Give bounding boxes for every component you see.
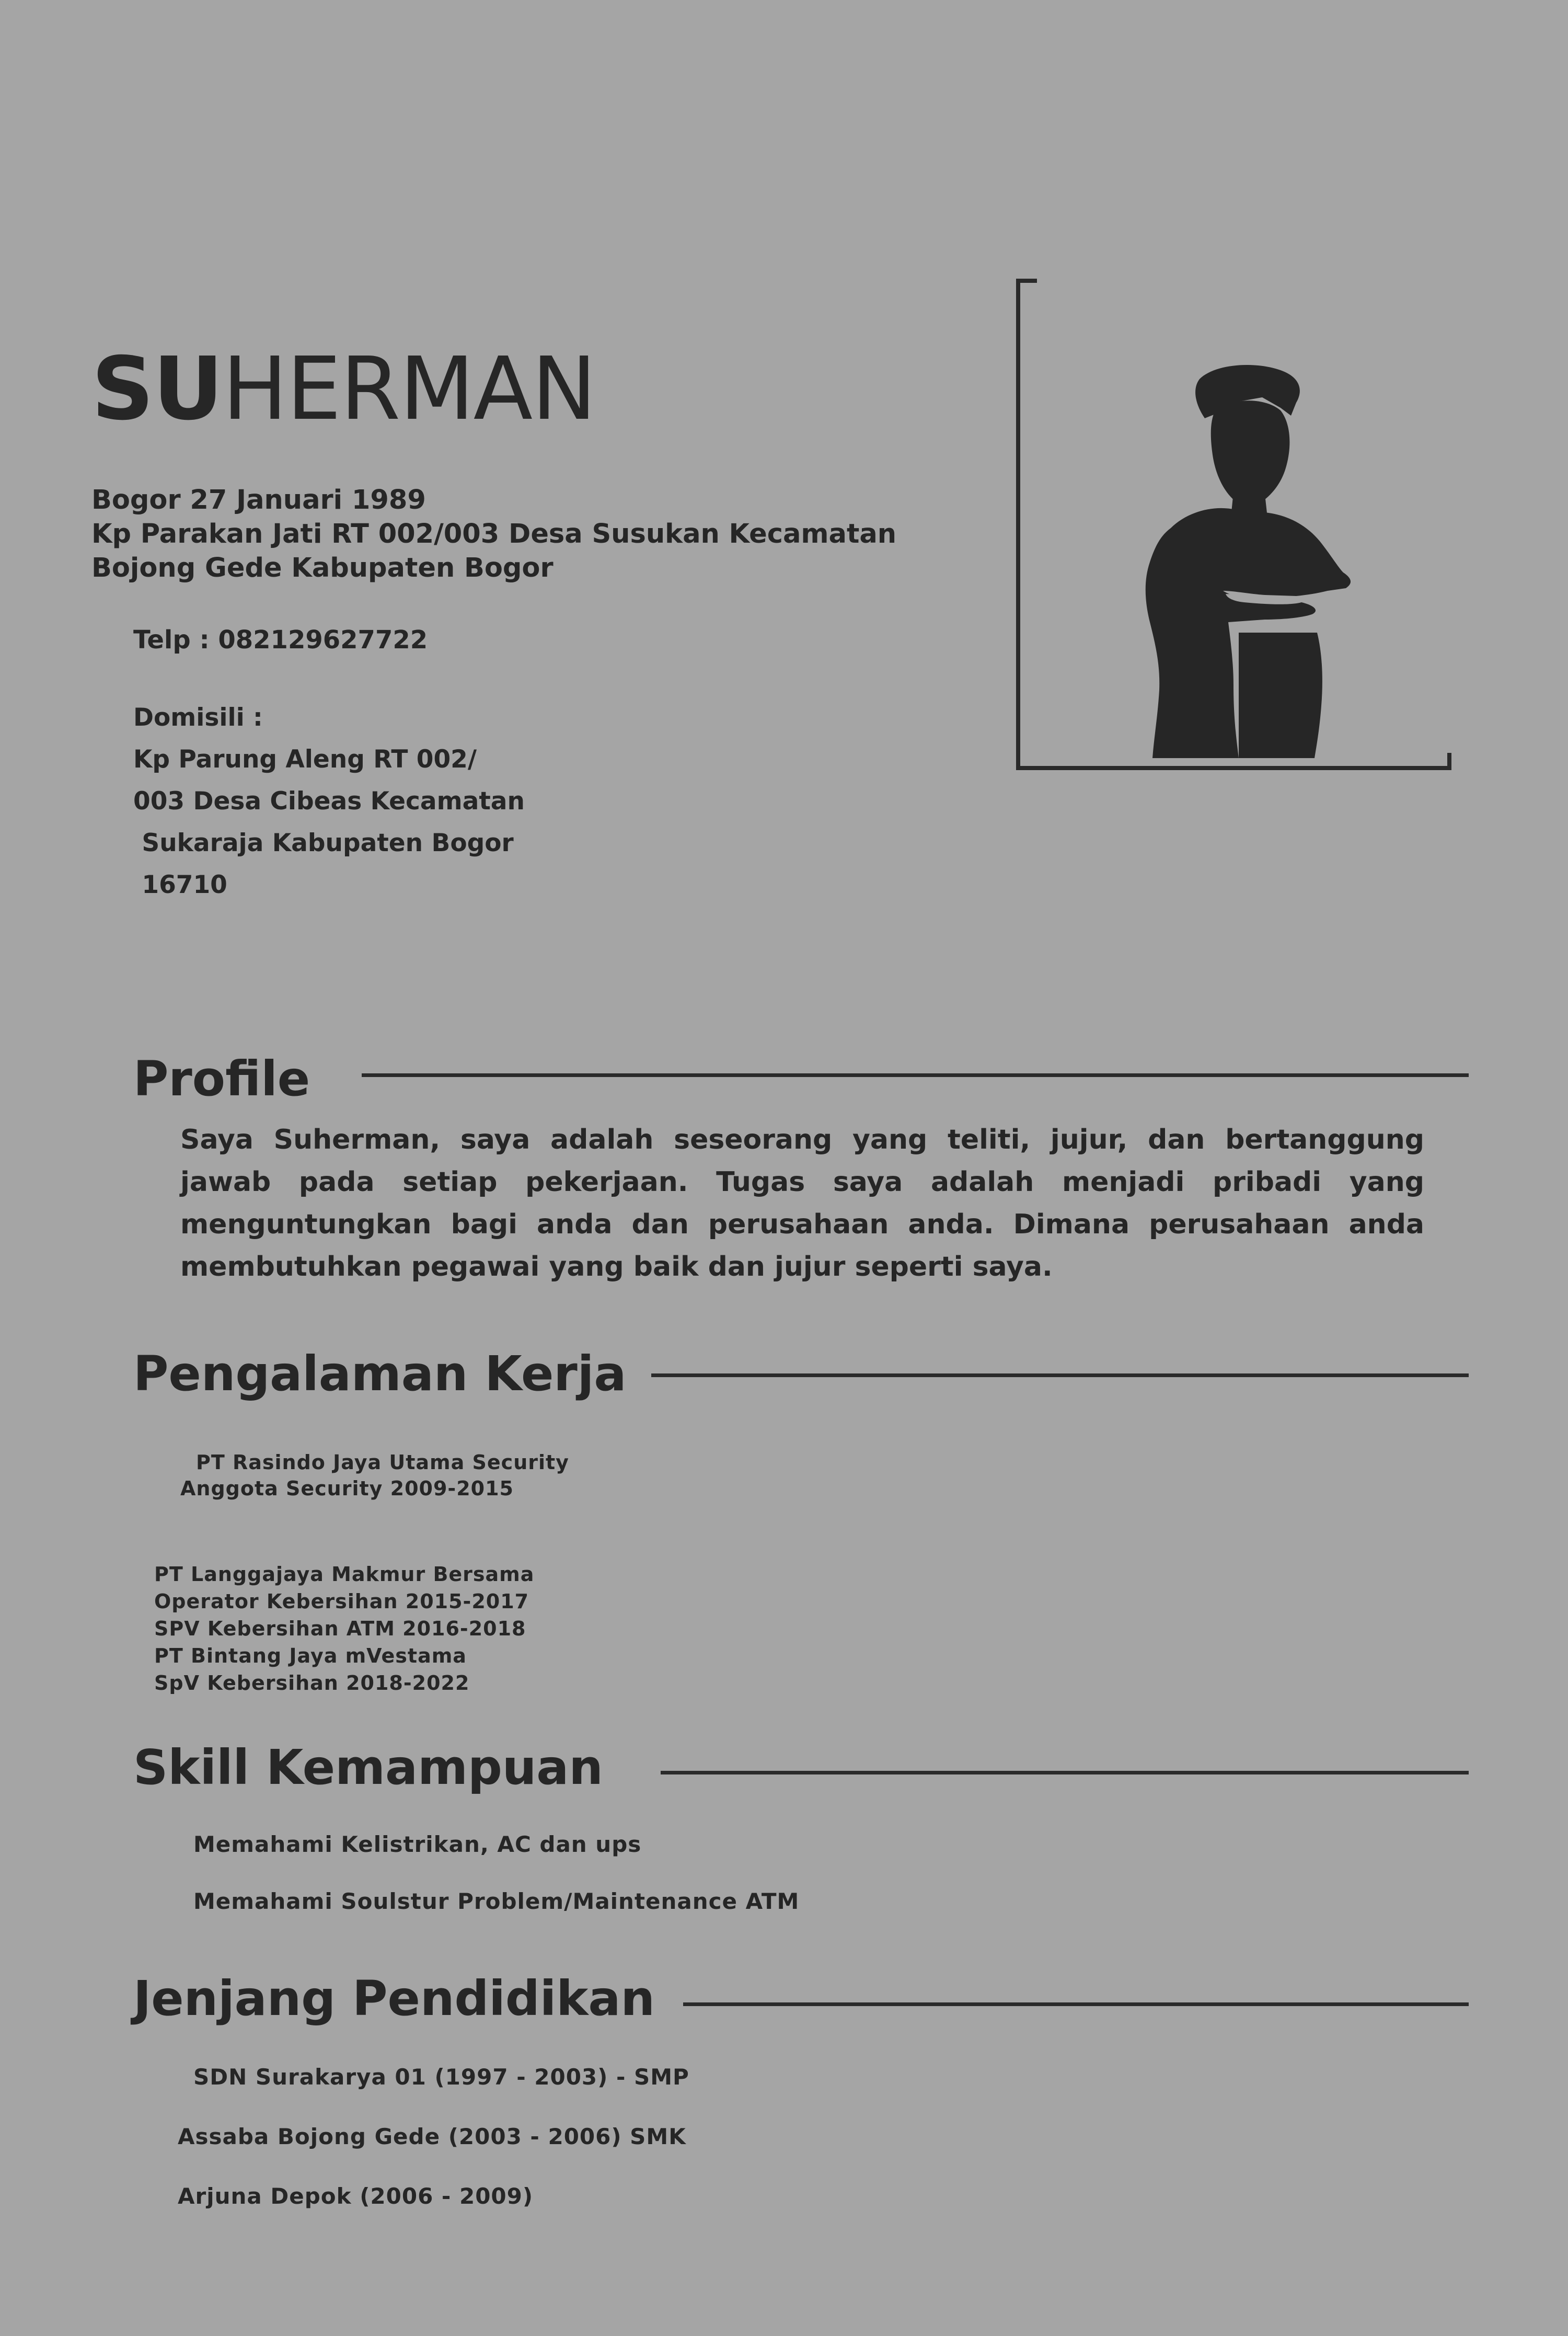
experience-entry: PT Langgajaya Makmur Bersama (154, 1563, 535, 1586)
domicile-block (133, 697, 525, 906)
domicile-line: Kp Parung Aleng RT 002/ (133, 745, 477, 774)
birth-info: Bogor 27 Januari 1989 (91, 485, 426, 516)
skill-item: Memahami Soulstur Problem/Maintenance ATM (193, 1888, 800, 1914)
education-divider (683, 2002, 1469, 2006)
profile-heading: Profile (133, 1051, 310, 1107)
education-item: Arjuna Depok (2006 - 2009) (178, 2183, 534, 2209)
skill-item: Memahami Kelistrikan, AC dan ups (193, 1831, 642, 1857)
experience-entry: Operator Kebersihan 2015-2017 (154, 1590, 529, 1613)
name-bold-part: SU (91, 339, 223, 440)
education-heading: Jenjang Pendidikan (133, 1971, 655, 2026)
experience-heading: Pengalaman Kerja (133, 1346, 627, 1402)
photo-frame-corner (1447, 753, 1451, 770)
profile-text: Saya Suherman, saya adalah seseorang yang teliti, jujur, dan bertanggung jawab pada setiap pekerjaan. Tugas saya adalah menjadi pribadi yang menguntungkan bagi anda dan perusahaan anda. Dimana perusahaan anda membutuhkan pegawai yang baik dan jujur seperti saya. (180, 1124, 1424, 1282)
address-line-2: Bojong Gede Kabupaten Bogor (91, 553, 554, 583)
photo-frame-corner (1016, 279, 1037, 283)
skills-divider (661, 1771, 1469, 1774)
domicile-line: Sukaraja Kabupaten Bogor (133, 829, 514, 857)
phone-number: Telp : 082129627722 (133, 625, 428, 655)
profile-photo (1108, 361, 1401, 763)
experience-list (154, 1561, 534, 1697)
domicile-line: 003 Desa Cibeas Kecamatan (133, 787, 525, 816)
address-line-1: Kp Parakan Jati RT 002/003 Desa Susukan Kecamatan (91, 519, 897, 549)
experience-entry: PT Rasindo Jaya Utama Security (196, 1451, 569, 1474)
name-regular-part: HERMAN (222, 339, 596, 440)
domicile-line: 16710 (133, 871, 227, 899)
experience-entry: Anggota Security 2009-2015 (180, 1477, 514, 1500)
education-item: SDN Surakarya 01 (1997 - 2003) - SMP (193, 2064, 689, 2090)
experience-divider (651, 1373, 1469, 1377)
experience-entry: PT Bintang Jaya mVestama (154, 1644, 467, 1667)
experience-entry: SpV Kebersihan 2018-2022 (154, 1671, 470, 1694)
education-item: Assaba Bojong Gede (2003 - 2006) SMK (178, 2124, 686, 2149)
domicile-label: Domisili : (133, 703, 263, 732)
resume-name (91, 339, 596, 440)
profile-divider (362, 1073, 1469, 1077)
experience-entry: SPV Kebersihan ATM 2016-2018 (154, 1617, 526, 1640)
skills-heading: Skill Kemampuan (133, 1739, 603, 1795)
